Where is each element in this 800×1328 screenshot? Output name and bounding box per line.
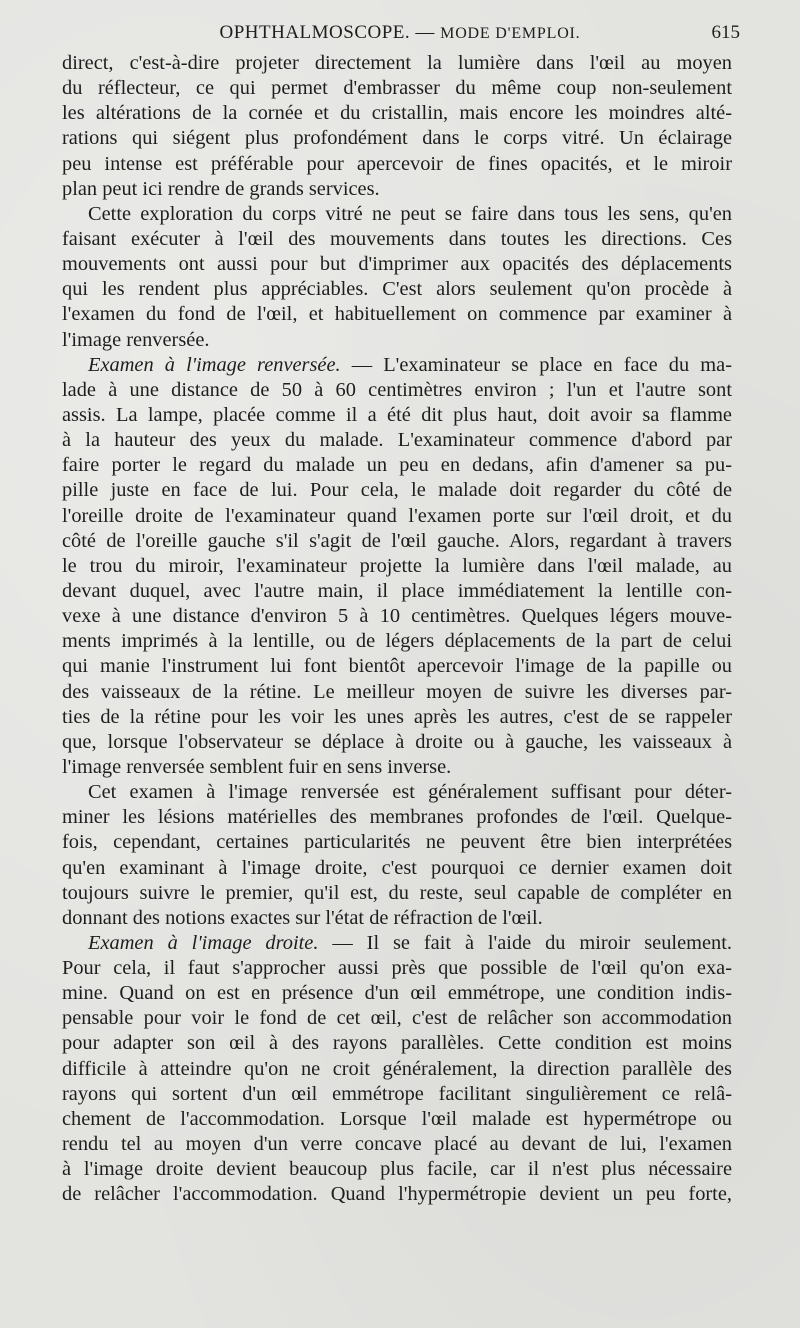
text-line: que, lorsque l'observateur se déplace à droite ou à gauche, les vaisseaux à: [62, 730, 732, 753]
text-line: l'image renversée semblent fuir en sens inverse.: [62, 755, 452, 778]
text-line: des vaisseaux de la rétine. Le meilleur moyen de suivre les diverses par-: [62, 680, 732, 703]
section-heading: Examen à l'image renversée.: [88, 353, 341, 376]
text-line: [62, 931, 732, 956]
text-line: fois, cependant, certaines particularités ne peuvent être bien interprétées: [62, 831, 732, 854]
running-header: [62, 22, 738, 52]
paragraph-5: [62, 931, 732, 1208]
text-line: les altérations de la cornée et du cristallin, mais encore les moindres alté-: [62, 102, 732, 125]
text-line: miner les lésions matérielles des membranes profondes de l'œil. Quelque-: [62, 806, 732, 829]
text-line: le trou du miroir, l'examinateur projette la lumière dans l'œil malade, au: [62, 554, 732, 577]
text-line: du réflecteur, ce qui permet d'embrasser du même coup non-seulement: [62, 77, 732, 100]
text-line: rations qui siégent plus profondément dans le corps vitré. Un éclairage: [62, 127, 732, 150]
text-line: devant duquel, avec l'autre main, il place immédiatement la lentille con-: [62, 579, 732, 602]
text-line: rendu tel au moyen d'un verre concave placé au devant de lui, l'examen: [62, 1133, 732, 1156]
text-line: Pour cela, il faut s'approcher aussi près que possible de l'œil qu'on exa-: [62, 957, 732, 980]
text-line: ties de la rétine pour les voir les unes après les autres, c'est de se rappeler: [62, 705, 732, 728]
paragraph-4: [62, 780, 732, 931]
text-line: toujours suivre le premier, qu'il est, du reste, seul capable de compléter en: [62, 881, 732, 904]
text-line: qui manie l'instrument lui font bientôt apercevoir l'image de la papille ou: [62, 655, 732, 678]
running-title-sub: MODE D'EMPLOI.: [440, 25, 581, 42]
text-line: faire porter le regard du malade un peu en dedans, afin d'amener sa pu-: [62, 454, 732, 477]
text-line: rayons qui sortent d'un œil emmétrope facilitant singulièrement ce relâ-: [62, 1082, 732, 1105]
text-line: chement de l'accommodation. Lorsque l'œil malade est hypermétrope ou: [62, 1107, 732, 1130]
text-line: à la hauteur des yeux du malade. L'examinateur commence d'abord par: [62, 429, 732, 452]
text-line: plan peut ici rendre de grands services.: [62, 177, 380, 200]
text-line: peu intense est préférable pour apercevoir de fines opacités, et le miroir: [62, 152, 732, 175]
text-line: donnant des notions exactes sur l'état de réfraction de l'œil.: [62, 906, 543, 929]
text-line: lade à une distance de 50 à 60 centimètres environ ; l'un et l'autre sont: [62, 378, 732, 401]
text-line: ments imprimés à la lentille, ou de légers déplacements de la part de celui: [62, 630, 732, 653]
text-line: l'examen du fond de l'œil, et habituellement on commence par examiner à: [62, 303, 732, 326]
text-line: pille juste en face de lui. Pour cela, le malade doit regarder du côté de: [62, 479, 732, 502]
page-number: 615: [711, 22, 740, 43]
paragraph-2: [62, 202, 732, 353]
text-line: pensable pour voir le fond de cet œil, c'est de relâcher son accommodation: [62, 1007, 732, 1030]
text-line: faisant exécuter à l'œil des mouvements dans toutes les directions. Ces: [62, 227, 732, 250]
paragraph-1: [62, 51, 732, 202]
text-line: à l'image droite devient beaucoup plus facile, car il n'est plus nécessaire: [62, 1158, 732, 1181]
text-line: mine. Quand on est en présence d'un œil emmétrope, une condition indis-: [62, 982, 732, 1005]
text-line: vexe à une distance d'environ 5 à 10 centimètres. Quelques légers mouve-: [62, 605, 732, 628]
text-line: difficile à atteindre qu'on ne croit généralement, la direction parallèle des: [62, 1057, 732, 1080]
text-line: assis. La lampe, placée comme il a été dit plus haut, doit avoir sa flamme: [62, 403, 732, 426]
paragraph-3: [62, 353, 732, 780]
text-line: [62, 353, 732, 378]
text-line: côté de l'oreille gauche s'il s'agit de l'œil gauche. Alors, regardant à travers: [62, 529, 732, 552]
text-run: — Il se fait à l'aide du miroir seulement.: [318, 931, 732, 954]
text-line: Cet examen à l'image renversée est généralement suffisant pour déter-: [88, 781, 732, 804]
text-line: direct, c'est-à-dire projeter directement la lumière dans l'œil au moyen: [62, 52, 732, 74]
text-line: pour adapter son œil à des rayons parallèles. Cette condition est moins: [62, 1032, 732, 1055]
running-title: [62, 22, 738, 44]
text-line: Cette exploration du corps vitré ne peut se faire dans tous les sens, qu'en: [88, 202, 732, 225]
text-line: qu'en examinant à l'image droite, c'est pourquoi ce dernier examen doit: [62, 856, 732, 879]
text-line: mouvements ont aussi pour but d'imprimer aux opacités des déplacements: [62, 253, 732, 276]
running-title-main: OPHTHALMOSCOPE. —: [219, 22, 441, 43]
text-line: l'oreille droite de l'examinateur quand l'examen porte sur l'œil droit, et du: [62, 504, 732, 527]
text-line: l'image renversée.: [62, 328, 210, 351]
section-heading: Examen à l'image droite.: [88, 931, 319, 954]
text-line: qui les rendent plus appréciables. C'est alors seulement qu'on procède à: [62, 278, 732, 301]
body-text: [62, 51, 732, 1207]
text-run: — L'examinateur se place en face du ma-: [340, 353, 732, 376]
text-line: de relâcher l'accommodation. Quand l'hypermétropie devient un peu forte,: [62, 1183, 732, 1206]
